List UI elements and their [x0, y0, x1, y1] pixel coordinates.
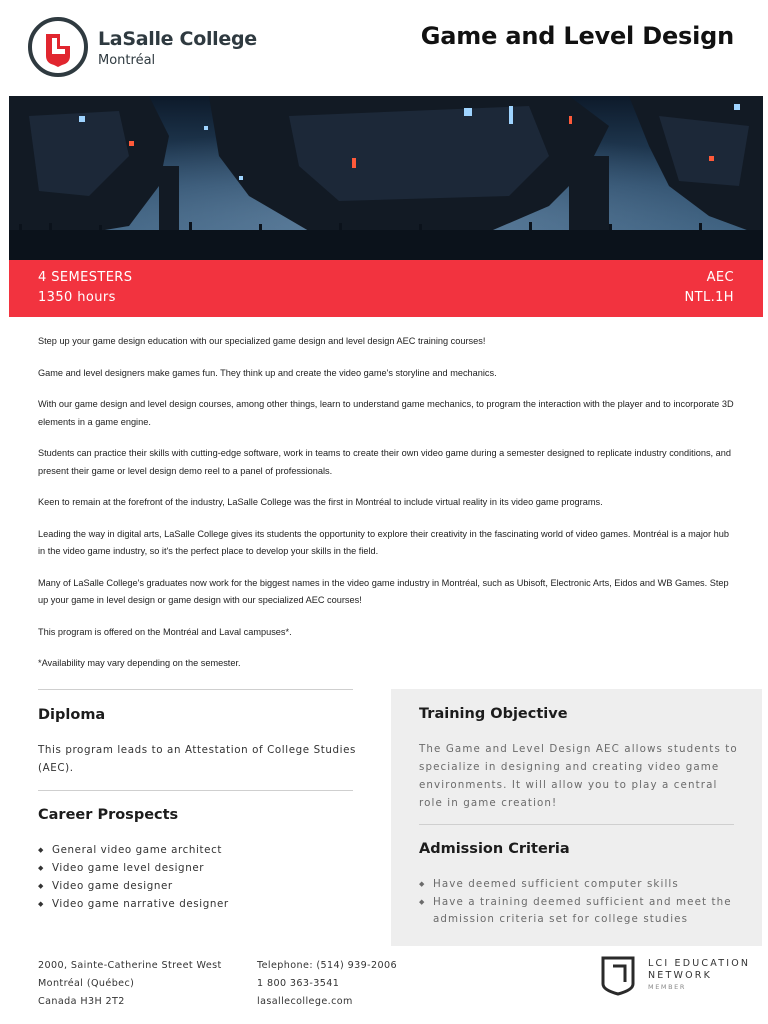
admission-criteria-link[interactable]: admission criteria set for college studies	[433, 913, 689, 925]
divider	[419, 824, 734, 825]
toll-free[interactable]: 1 800 363-3541	[257, 978, 340, 989]
lasalle-logo[interactable]	[28, 16, 268, 80]
address-line: Canada H3H 2T2	[38, 996, 125, 1007]
list-item: ◆ Video game narrative designer	[38, 895, 358, 913]
website-link[interactable]: lasallecollege.com	[257, 996, 353, 1007]
admission-list	[419, 875, 739, 911]
divider	[38, 689, 353, 690]
intro-paragraph: This program is offered on the Montréal and Laval campuses*.	[38, 626, 292, 637]
logo-city: Montréal	[98, 53, 156, 68]
hero-image	[9, 96, 763, 260]
lci-network-logo-icon	[601, 956, 635, 996]
address-line: Montréal (Québec)	[38, 978, 135, 989]
career-list	[38, 841, 358, 913]
semesters: 4 SEMESTERS	[38, 270, 133, 285]
lci-line: NETWORK	[648, 970, 713, 981]
career-heading: Career Prospects	[38, 807, 179, 823]
credential: AEC	[706, 270, 734, 285]
objective-text: The Game and Level Design AEC allows students to specialize in designing and creating video game environments. It will allow you to play a central role in game creation!	[419, 743, 738, 809]
diploma-heading: Diploma	[38, 707, 106, 723]
logo-name: LaSalle College	[98, 28, 257, 50]
list-item: ◆ Video game level designer	[38, 859, 358, 877]
lci-member: MEMBER	[648, 983, 687, 991]
lci-network-logo	[601, 956, 751, 996]
page-title: Game and Level Design	[420, 22, 734, 50]
intro-paragraph: Game and level designers make games fun. They think up and create the video game's storyline and mechanics.	[38, 367, 497, 378]
objective-heading: Training Objective	[419, 706, 568, 722]
intro-text	[38, 333, 738, 687]
lci-network-name	[648, 958, 750, 982]
lasalle-logo-icon	[28, 16, 88, 78]
list-item: ◆ General video game architect	[38, 841, 358, 859]
footer-address	[38, 957, 222, 1011]
address-line: 2000, Sainte-Catherine Street West	[38, 960, 222, 971]
list-item: ◆ Have deemed sufficient computer skills	[419, 875, 739, 893]
telephone[interactable]: Telephone: (514) 939-2006	[257, 960, 398, 971]
intro-paragraph: Many of LaSalle College's graduates now work for the biggest names in the video game industry in Montréal, such as Ubisoft, Electronic Arts, Eidos and WB Games. Step up your game in level design or game design with our specialized AEC courses!	[38, 577, 729, 605]
divider	[38, 790, 353, 791]
list-item: ◆ Have a training deemed sufficient and meet the	[419, 893, 739, 911]
hours: 1350 hours	[38, 290, 116, 305]
program-code: NTL.1H	[684, 290, 734, 305]
intro-paragraph: Step up your game design education with our specialized game design and level design AEC training courses!	[38, 336, 486, 346]
info-panel	[391, 689, 762, 946]
intro-paragraph: Students can practice their skills with cutting-edge software, work in teams to create their own video game during a semester designed to replicate industry conditions, and present their game or level design demo reel to a panel of professionals.	[38, 448, 731, 476]
diploma-text: This program leads to an Attestation of College Studies (AEC).	[38, 744, 357, 774]
list-item: ◆ Video game designer	[38, 877, 358, 895]
intro-paragraph: *Availability may vary depending on the semester.	[38, 658, 241, 668]
footer-contact	[257, 957, 397, 1011]
admission-heading: Admission Criteria	[419, 841, 570, 857]
intro-paragraph: Keen to remain at the forefront of the industry, LaSalle College was the first in Montréal to include virtual reality in its video game programs.	[38, 497, 603, 507]
lci-line: LCI EDUCATION	[648, 958, 751, 969]
intro-paragraph: Leading the way in digital arts, LaSalle College gives its students the opportunity to explore their creativity in the fascinating world of video games. Montréal is a major hub in the video game industry, so it's the perfect place to develop your skills in the field.	[38, 528, 729, 556]
intro-paragraph: With our game design and level design courses, among other things, learn to understand game mechanics, to program the interaction with the player and to incorporate 3D elements in a game engine.	[38, 399, 734, 427]
program-banner	[9, 260, 763, 317]
